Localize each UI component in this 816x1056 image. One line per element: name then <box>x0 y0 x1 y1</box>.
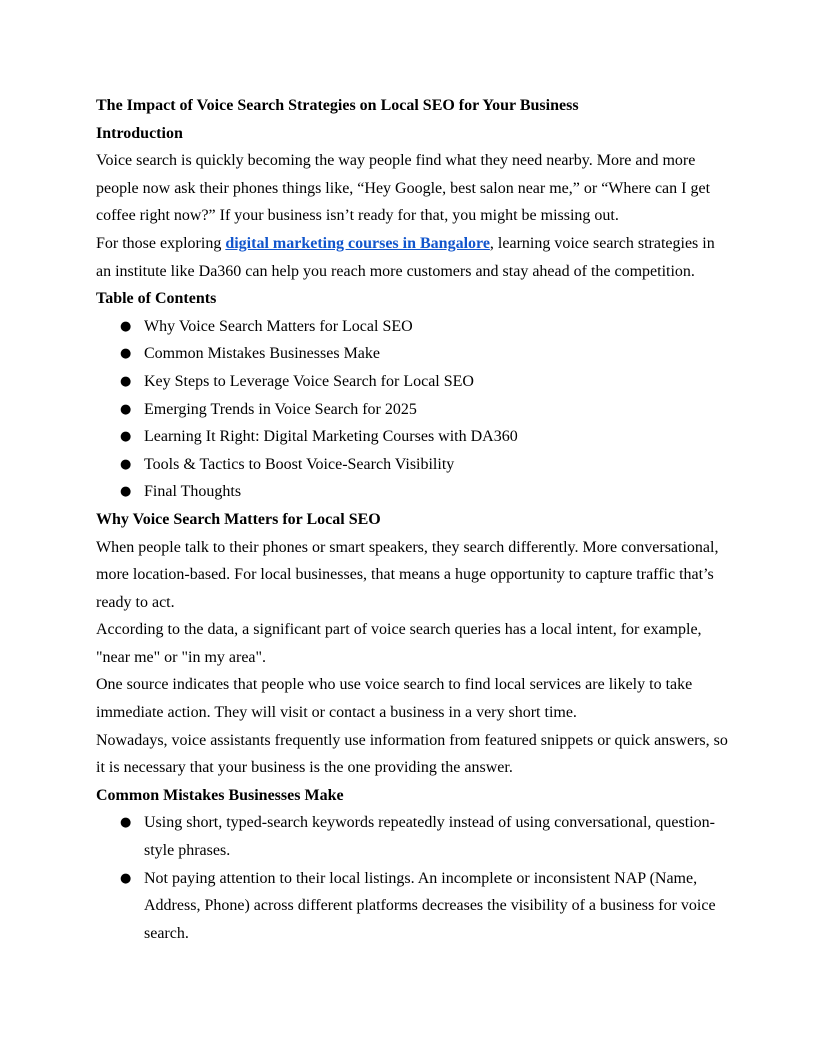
toc-item <box>96 340 728 368</box>
bullet-icon: ● <box>120 346 132 362</box>
bullet-icon: ● <box>120 318 132 334</box>
intro-paragraph-courses <box>96 230 728 285</box>
toc-item-text: Key Steps to Leverage Voice Search for Local SEO <box>144 372 474 390</box>
why-paragraph: When people talk to their phones or smart speakers, they search differently. More conversational, more location-based. For local businesses, that means a huge opportunity to capture traffic that’s ready to act. <box>96 538 719 611</box>
why-paragraph: According to the data, a significant part of voice search queries has a local intent, for example, "near me" or "in my area". <box>96 621 702 666</box>
toc-item <box>96 368 728 396</box>
bullet-icon: ● <box>120 484 132 500</box>
intro-text-after-link: , learning voice search strategies in an institute like Da360 can help you reach more customers and stay ahead of the competition. <box>96 234 715 280</box>
intro-paragraph: Voice search is quickly becoming the way people find what they need nearby. More and more people now ask their phones things like, “Hey Google, best salon near me,” or “Where can I get coffee right now?” If your business isn’t ready for that, you might be missing out. <box>96 152 711 225</box>
toc-item <box>96 451 728 479</box>
toc-item-text: Emerging Trends in Voice Search for 2025 <box>144 400 417 418</box>
document-page <box>96 92 728 947</box>
mistakes-heading: Common Mistakes Businesses Make <box>96 786 344 804</box>
mistakes-list <box>96 809 728 947</box>
why-paragraph: Nowadays, voice assistants frequently use information from featured snippets or quick answers, so it is necessary that your business is the one providing the answer. <box>96 731 728 777</box>
intro-heading: Introduction <box>96 124 183 142</box>
toc-item-text: Tools & Tactics to Boost Voice-Search Visibility <box>144 455 455 473</box>
toc-list <box>96 313 728 506</box>
toc-item-text: Learning It Right: Digital Marketing Courses with DA360 <box>144 428 518 446</box>
document-title: The Impact of Voice Search Strategies on Local SEO for Your Business <box>96 97 579 114</box>
bullet-icon: ● <box>120 373 132 389</box>
mistake-item-text: Using short, typed-search keywords repeatedly instead of using conversational, question-style phrases. <box>144 814 715 860</box>
bullet-icon: ● <box>120 870 132 886</box>
toc-item <box>96 396 728 424</box>
bullet-icon: ● <box>120 401 132 417</box>
mistake-item <box>96 809 728 864</box>
bullet-icon: ● <box>120 815 132 831</box>
toc-item-text: Why Voice Search Matters for Local SEO <box>144 317 413 335</box>
toc-item <box>96 313 728 341</box>
mistake-item-text: Not paying attention to their local listings. An incomplete or inconsistent NAP (Name, Address, Phone) across different platforms decreases the visibility of a business for voice search. <box>144 869 716 942</box>
toc-item-text: Final Thoughts <box>144 483 242 501</box>
toc-heading: Table of Contents <box>96 290 217 308</box>
why-heading: Why Voice Search Matters for Local SEO <box>96 510 381 528</box>
digital-marketing-courses-link[interactable]: digital marketing courses in Bangalore <box>225 234 490 252</box>
toc-item-text: Common Mistakes Businesses Make <box>144 345 380 363</box>
bullet-icon: ● <box>120 429 132 445</box>
bullet-icon: ● <box>120 456 132 472</box>
toc-item <box>96 478 728 506</box>
intro-text-before-link: For those exploring <box>96 234 226 252</box>
toc-item <box>96 423 728 451</box>
mistake-item <box>96 865 728 948</box>
why-paragraph: One source indicates that people who use voice search to find local services are likely to take immediate action. They will visit or contact a business in a very short time. <box>96 676 693 722</box>
